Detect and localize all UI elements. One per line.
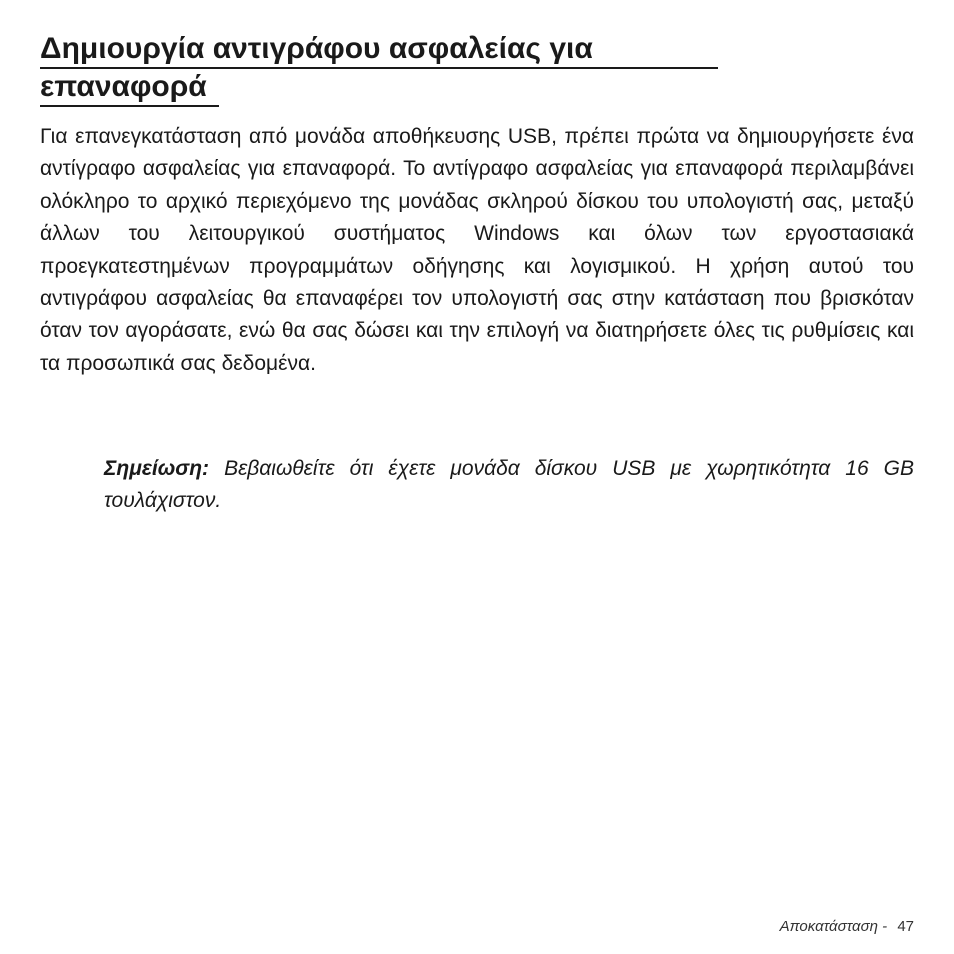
section-heading	[40, 31, 730, 107]
note-block	[104, 453, 914, 518]
note-text: Βεβαιωθείτε ότι έχετε μονάδα δίσκου USB με χωρητικότητα 16 GB τουλάχιστον.	[104, 457, 914, 513]
footer-section-title: Αποκατάσταση	[779, 918, 878, 935]
section-heading-line-2: επαναφορά	[40, 69, 219, 107]
page-number: 47	[897, 918, 914, 935]
footer-separator: -	[877, 918, 892, 935]
note-label: Σημείωση:	[104, 457, 210, 480]
section-heading-line-1: Δημιουργία αντιγράφου ασφαλείας για	[40, 31, 718, 69]
page-footer	[780, 917, 914, 937]
body-paragraph: Για επανεγκατάσταση από μονάδα αποθήκευσης USB, πρέπει πρώτα να δημιουργήσετε ένα αντίγραφο ασφαλείας για επαναφορά. Το αντίγραφο ασφαλείας για επαναφορά περιλαμβάνει ολόκληρο το αρχικό περιεχόμενο της μονάδας σκληρού δίσκου του υπολογιστή σας, μεταξύ άλλων του λειτουργικού συστήματος Windows και όλων των εργοστασιακά προεγκατεστημένων προγραμμάτων οδήγησης και λογισμικού. Η χρήση αυτού του αντιγράφου ασφαλείας θα επαναφέρει τον υπολογιστή σας στην κατάσταση που βρισκόταν όταν τον αγοράσατε, ενώ θα σας δώσει και την επιλογή να διατηρήσετε όλες τις ρυθμίσεις και τα προσωπικά σας δεδομένα.	[40, 125, 914, 375]
